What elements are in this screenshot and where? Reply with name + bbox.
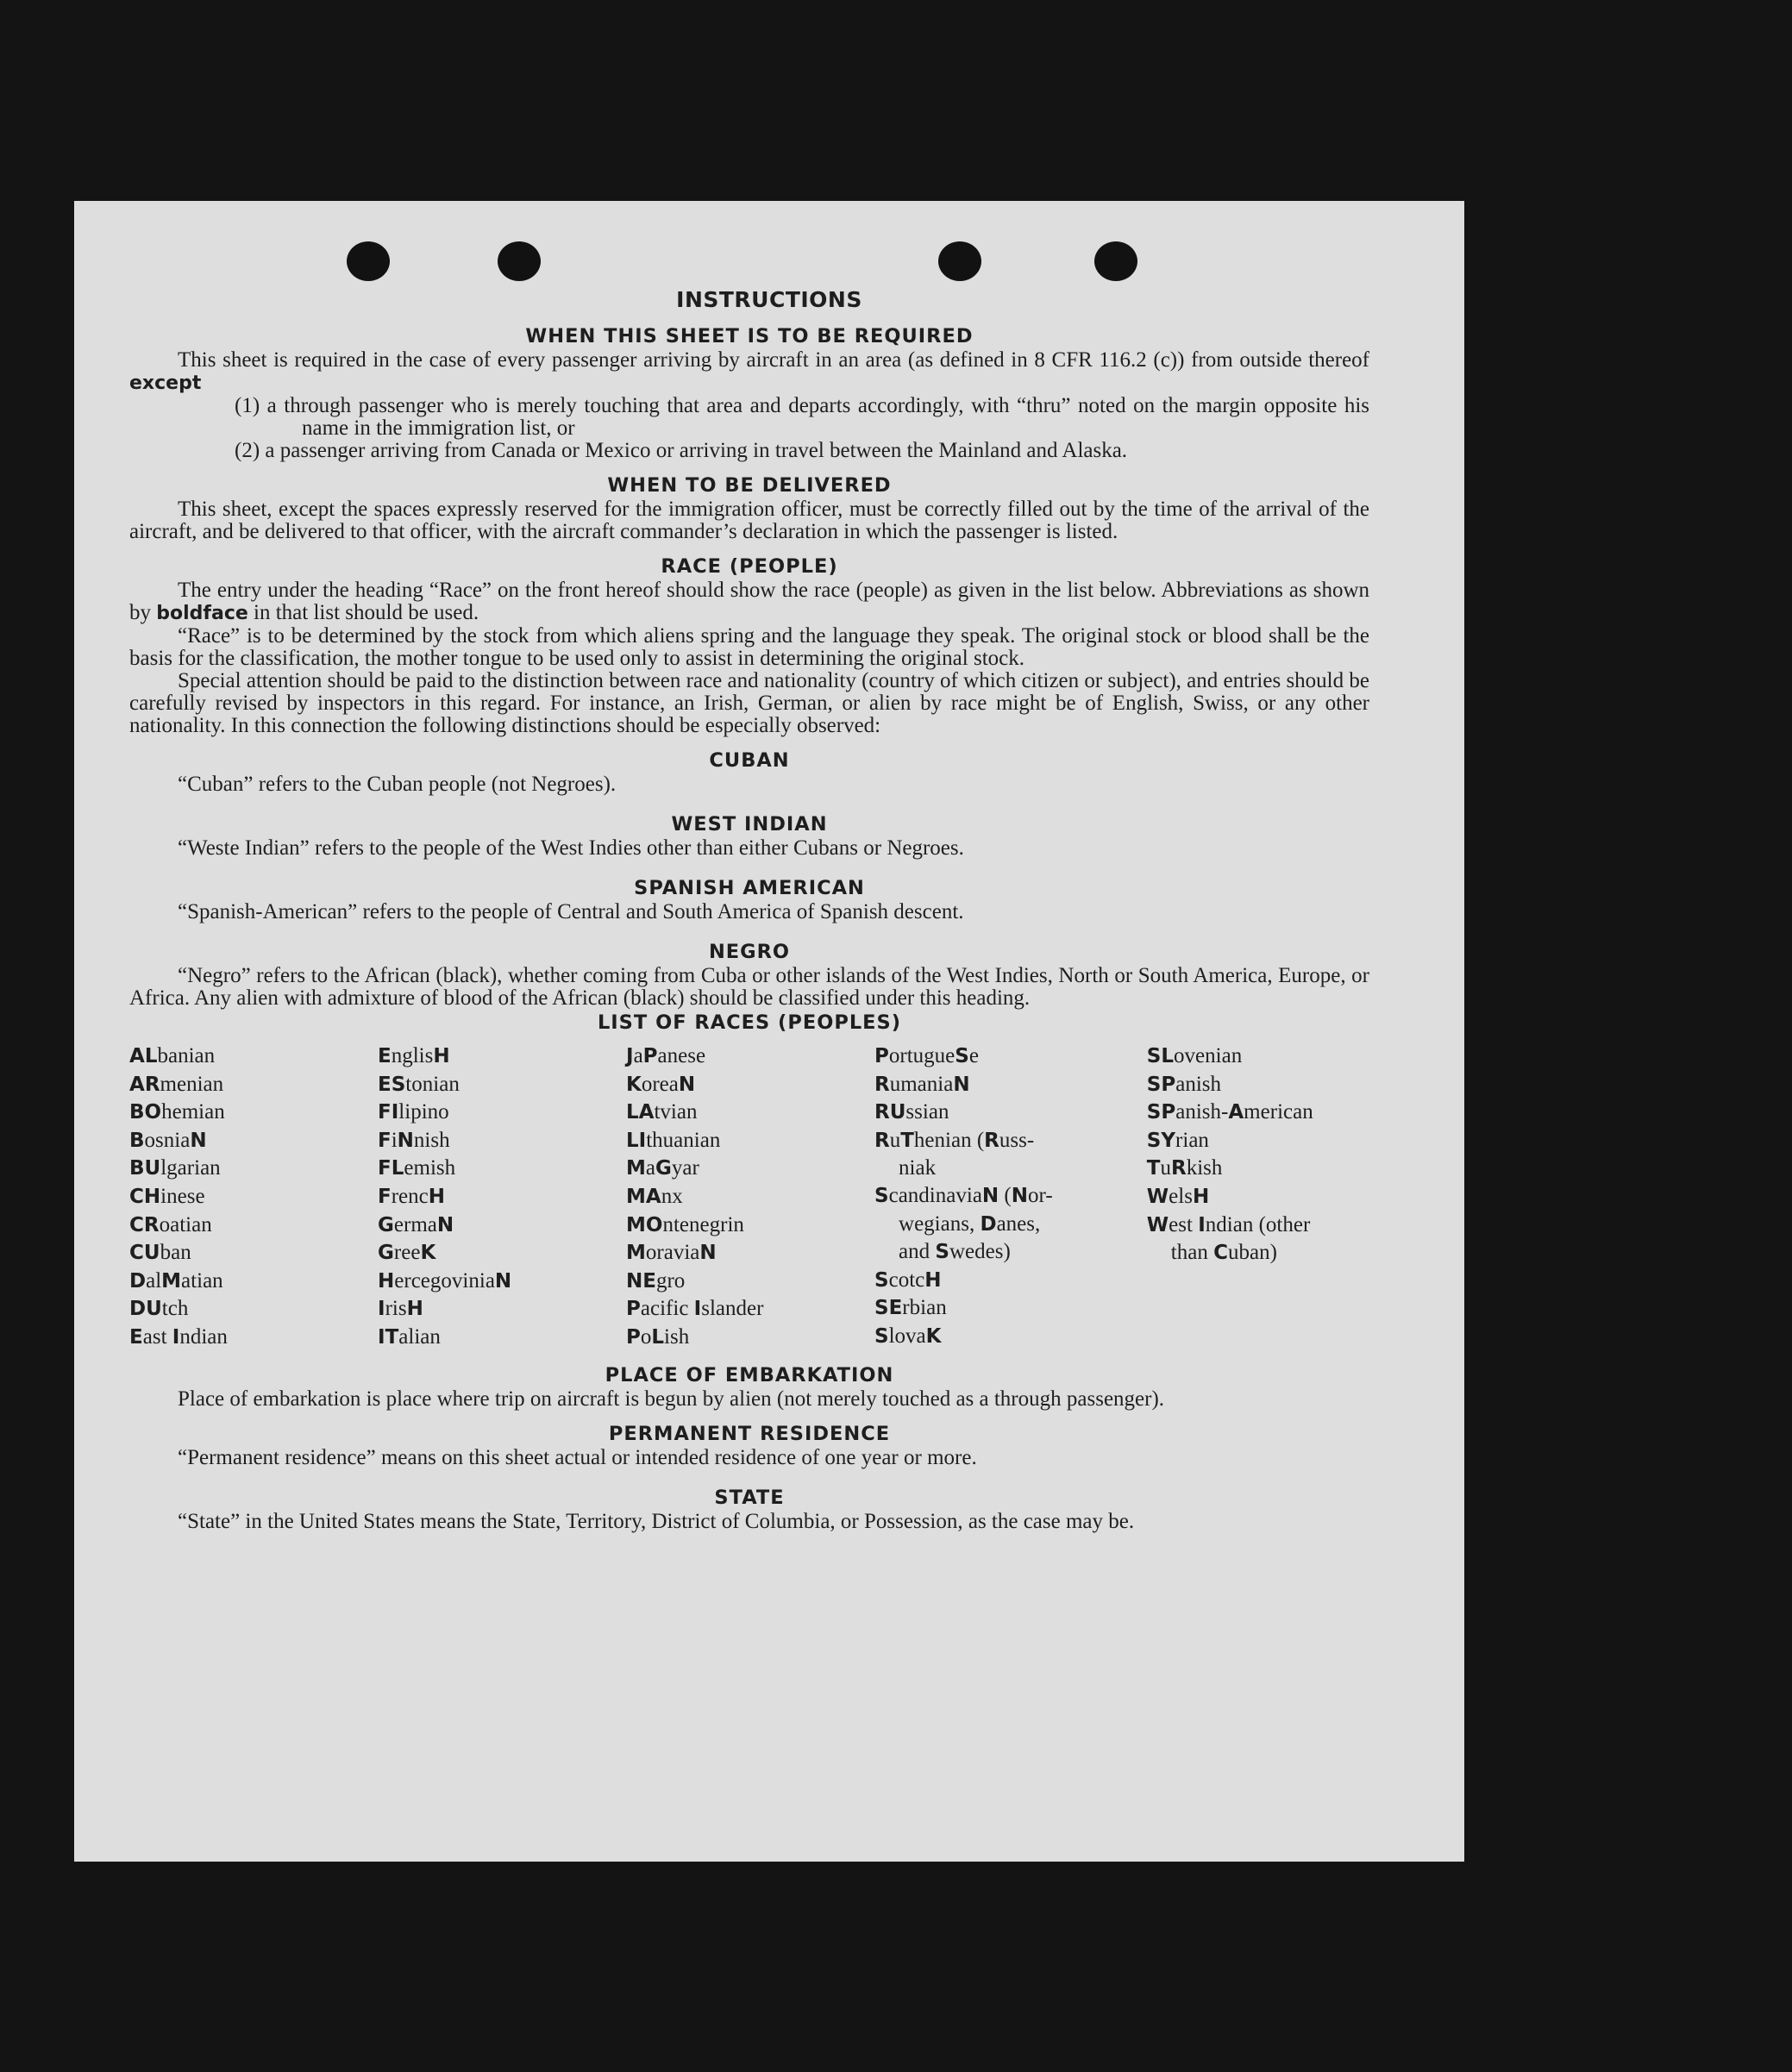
- race-entry: and Swedes): [899, 1240, 1011, 1264]
- section-heading-cuban: CUBAN: [709, 749, 790, 772]
- race-entry: BosniaN: [129, 1128, 207, 1152]
- punch-hole: [938, 241, 981, 281]
- race-entry: FiNnish: [378, 1128, 450, 1152]
- race-entry: SlovaK: [874, 1324, 942, 1348]
- races-column: [874, 1042, 1147, 1352]
- race-entry: MoraviaN: [626, 1241, 717, 1265]
- race-entry: WelsH: [1146, 1184, 1210, 1208]
- race-entry: ITalian: [378, 1324, 441, 1349]
- spanish-american-text: “Spanish-American” refers to the people of Central and South America of Spanish descent.: [178, 900, 964, 923]
- race-entry: RuThenian (Russ-: [874, 1128, 1035, 1152]
- race-entry: JaPanese: [626, 1044, 706, 1067]
- race-entry: CRoatian: [129, 1212, 212, 1236]
- document-sheet: [74, 201, 1464, 1862]
- race-entry: RUssian: [874, 1100, 949, 1124]
- race-entry: DUtch: [129, 1297, 189, 1321]
- required-intro: This sheet is required in the case of every passenger arriving by aircraft in an area (as defined in 8 CFR 116.2 (c)) from outside thereof except: [129, 348, 1369, 394]
- race-entry: MAnx: [626, 1184, 683, 1208]
- instructions-body: [129, 323, 1369, 1533]
- races-column: [129, 1042, 378, 1352]
- race-entry: SPanish: [1146, 1072, 1222, 1096]
- race-entry: PoLish: [626, 1324, 690, 1349]
- race-entry: East Indian: [129, 1324, 228, 1349]
- punch-hole: [1094, 241, 1137, 281]
- race-entry: BOhemian: [129, 1100, 225, 1124]
- page-title: INSTRUCTIONS: [676, 287, 862, 312]
- west-indian-text: “Weste Indian” refers to the people of the West Indies other than either Cubans or Negroes.: [178, 836, 964, 860]
- races-column: [1147, 1042, 1369, 1352]
- race-entry: MaGyar: [626, 1156, 699, 1180]
- section-heading-residence: PERMANENT RESIDENCE: [608, 1422, 891, 1445]
- race-entry: PortugueSe: [874, 1044, 979, 1067]
- section-heading-delivered: WHEN TO BE DELIVERED: [607, 474, 892, 497]
- race-entry: SYrian: [1146, 1128, 1209, 1152]
- race-entry: FrencH: [378, 1184, 446, 1208]
- section-heading-negro: NEGRO: [708, 941, 791, 963]
- race-entry: ALbanian: [129, 1044, 216, 1067]
- race-entry: than Cuban): [1170, 1241, 1277, 1265]
- race-entry: ARmenian: [129, 1072, 224, 1096]
- race-entry: EnglisH: [378, 1044, 450, 1067]
- race-entry: West Indian (other: [1146, 1212, 1311, 1236]
- punch-hole: [347, 241, 390, 281]
- races-column: [626, 1042, 874, 1352]
- race-entry: BUlgarian: [129, 1156, 221, 1180]
- race-paragraph-2: “Race” is to be determined by the stock from which aliens spring and the language they speak. The original stock or blood shall be the basis for the classification, the mother tongue to be used only to assist in determining the original stock.: [129, 624, 1369, 670]
- embarkation-text: Place of embarkation is place where trip on aircraft is begun by alien (not merely touched as a through passenger).: [178, 1387, 1165, 1411]
- section-heading-list-of-races: LIST OF RACES (PEOPLES): [597, 1011, 902, 1034]
- race-entry: RumaniaN: [874, 1072, 970, 1096]
- section-heading-race: RACE (PEOPLE): [661, 555, 838, 578]
- punch-hole: [498, 241, 541, 281]
- race-entry: KoreaN: [626, 1072, 696, 1096]
- section-heading-required: WHEN THIS SHEET IS TO BE REQUIRED: [525, 325, 974, 347]
- race-entry: HercegoviniaN: [378, 1268, 512, 1293]
- section-heading-west-indian: WEST INDIAN: [671, 813, 828, 836]
- races-column: [378, 1042, 626, 1352]
- required-item-2: (2) a passenger arriving from Canada or Mexico or arriving in travel between the Mainland and Alaska.: [235, 439, 1128, 462]
- cuban-text: “Cuban” refers to the Cuban people (not Negroes).: [178, 773, 617, 796]
- residence-text: “Permanent residence” means on this sheet actual or intended residence of one year or more.: [178, 1445, 977, 1469]
- race-entry: LIthuanian: [626, 1128, 721, 1152]
- section-heading-embarkation: PLACE OF EMBARKATION: [605, 1363, 894, 1387]
- race-entry: IrisH: [378, 1297, 423, 1321]
- state-text: “State” in the United States means the State, Territory, District of Columbia, or Possession, as the case may be.: [178, 1509, 1135, 1533]
- race-entry: ScotcH: [874, 1268, 942, 1292]
- section-heading-state: STATE: [714, 1486, 785, 1509]
- race-paragraph-1: The entry under the heading “Race” on the front hereof should show the race (people) as given in the list below. Abbreviations as shown by boldface in that list should be used.: [129, 579, 1369, 624]
- races-list: [129, 1042, 1369, 1352]
- race-entry: SLovenian: [1146, 1044, 1243, 1067]
- race-entry: GermaN: [378, 1212, 454, 1236]
- race-entry: Pacific Islander: [626, 1297, 764, 1321]
- race-entry: DalMatian: [129, 1268, 223, 1293]
- boldface-keyword: boldface: [156, 603, 248, 624]
- race-paragraph-3: Special attention should be paid to the distinction between race and nationality (country of which citizen or subject), and entries should be carefully revised by inspectors in this regard. For instance, an Irish, German, or alien by race might be of English, Swiss, or any other nationality. In this connection the following distinctions should be especially observed:: [129, 669, 1369, 737]
- race-entry: niak: [899, 1156, 937, 1180]
- negro-text: “Negro” refers to the African (black), whether coming from Cuba or other islands of the West Indies, North or South America, Europe, or Africa. Any alien with admixture of blood of the African (black) should be classified under this heading.: [129, 964, 1369, 1010]
- race-entry: TuRkish: [1146, 1156, 1223, 1180]
- race-entry: NEgro: [626, 1268, 686, 1293]
- race-entry: CUban: [129, 1241, 191, 1265]
- race-entry: LAtvian: [626, 1100, 698, 1124]
- delivered-text: This sheet, except the spaces expressly reserved for the immigration officer, must be correctly filled out by the time of the arrival of the aircraft, and be delivered to that officer, with the aircraft commander’s declaration in which the passenger is listed.: [129, 498, 1369, 543]
- race-entry: GreeK: [378, 1241, 436, 1265]
- required-item-1: (1) a through passenger who is merely touching that area and departs accordingly, with “thru” noted on the margin opposite his name in the immigration list, or: [235, 394, 1369, 440]
- race-entry: MOntenegrin: [626, 1212, 744, 1236]
- race-entry: FLemish: [378, 1156, 456, 1180]
- race-entry: CHinese: [129, 1184, 205, 1208]
- race-entry: FIlipino: [378, 1100, 449, 1124]
- race-entry: SErbian: [874, 1296, 947, 1320]
- race-entry: ScandinaviaN (Nor-: [874, 1183, 1053, 1207]
- race-entry: wegians, Danes,: [899, 1211, 1041, 1236]
- except-keyword: except: [129, 372, 202, 394]
- section-heading-spanish-american: SPANISH AMERICAN: [634, 877, 865, 899]
- race-entry: SPanish-American: [1146, 1100, 1313, 1124]
- race-entry: EStonian: [378, 1072, 460, 1096]
